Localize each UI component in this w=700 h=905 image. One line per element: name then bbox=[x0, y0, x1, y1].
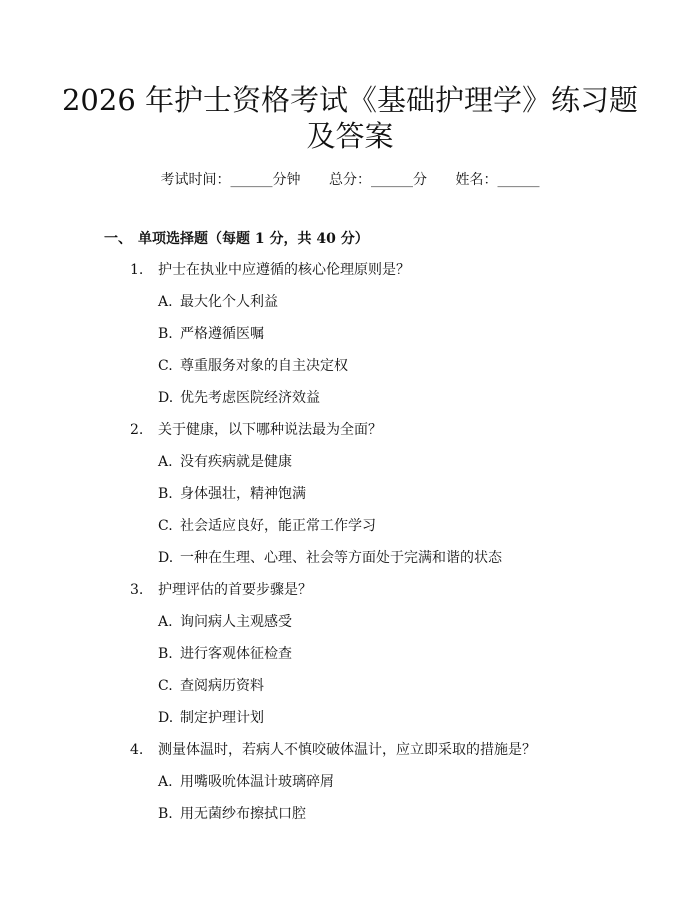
option-text: 身体强壮，精神饱满 bbox=[180, 486, 306, 502]
option-letter: A. bbox=[158, 614, 173, 630]
option-text: 用无菌纱布擦拭口腔 bbox=[180, 806, 306, 822]
option bbox=[158, 451, 292, 471]
option-letter: A. bbox=[158, 774, 173, 790]
question bbox=[130, 259, 410, 279]
question-text: 测量体温时，若病人不慎咬破体温计，应立即采取的措施是？ bbox=[158, 742, 536, 758]
option-text: 制定护理计划 bbox=[180, 710, 264, 726]
section-heading bbox=[104, 228, 369, 248]
option-letter: C. bbox=[158, 678, 173, 694]
option bbox=[158, 483, 306, 503]
exam-time-field: 考试时间：______分钟 bbox=[160, 172, 301, 188]
question-number: 4. bbox=[130, 742, 144, 758]
option-text: 尊重服务对象的自主决定权 bbox=[180, 358, 348, 374]
option-letter: A. bbox=[158, 454, 173, 470]
option-text: 没有疾病就是健康 bbox=[180, 454, 292, 470]
option-letter: D. bbox=[158, 710, 174, 726]
option-letter: C. bbox=[158, 518, 173, 534]
question-number: 3. bbox=[130, 582, 144, 598]
option-text: 询问病人主观感受 bbox=[180, 614, 292, 630]
option-text: 查阅病历资料 bbox=[180, 678, 264, 694]
option-letter: D. bbox=[158, 390, 174, 406]
exam-meta bbox=[0, 169, 700, 189]
option-text: 优先考虑医院经济效益 bbox=[180, 390, 320, 406]
option-letter: A. bbox=[158, 294, 173, 310]
option bbox=[158, 707, 264, 727]
document-title-line-2: 及答案 bbox=[306, 119, 394, 153]
option bbox=[158, 803, 306, 823]
option-text: 用嘴吸吮体温计玻璃碎屑 bbox=[180, 774, 334, 790]
option-letter: C. bbox=[158, 358, 173, 374]
option bbox=[158, 675, 264, 695]
option bbox=[158, 355, 348, 375]
question-number: 2. bbox=[130, 422, 144, 438]
option bbox=[158, 387, 320, 407]
name-field: 姓名：______ bbox=[455, 172, 540, 188]
option bbox=[158, 547, 502, 567]
option bbox=[158, 291, 278, 311]
question-text: 护士在执业中应遵循的核心伦理原则是？ bbox=[158, 262, 410, 278]
option bbox=[158, 323, 264, 343]
option-letter: B. bbox=[158, 326, 173, 342]
section-title: 单项选择题（每题 1 分，共 40 分） bbox=[138, 231, 369, 247]
question-text: 关于健康，以下哪种说法最为全面？ bbox=[158, 422, 382, 438]
option-text: 进行客观体征检查 bbox=[180, 646, 292, 662]
document-title-line-1: 2026 年护士资格考试《基础护理学》练习题 bbox=[61, 83, 639, 117]
section-number: 一、 bbox=[104, 231, 132, 247]
option-letter: D. bbox=[158, 550, 174, 566]
option-letter: B. bbox=[158, 646, 173, 662]
option bbox=[158, 643, 292, 663]
option bbox=[158, 611, 292, 631]
option-letter: B. bbox=[158, 486, 173, 502]
option-text: 严格遵循医嘱 bbox=[180, 326, 264, 342]
question bbox=[130, 419, 382, 439]
question-number: 1. bbox=[130, 262, 144, 278]
question bbox=[130, 579, 312, 599]
option-text: 社会适应良好，能正常工作学习 bbox=[180, 518, 376, 534]
option bbox=[158, 515, 376, 535]
total-score-field: 总分：______分 bbox=[329, 172, 427, 188]
option bbox=[158, 771, 334, 791]
option-text: 最大化个人利益 bbox=[180, 294, 278, 310]
question bbox=[130, 739, 536, 759]
option-letter: B. bbox=[158, 806, 173, 822]
question-text: 护理评估的首要步骤是？ bbox=[158, 582, 312, 598]
option-text: 一种在生理、心理、社会等方面处于完满和谐的状态 bbox=[180, 550, 502, 566]
